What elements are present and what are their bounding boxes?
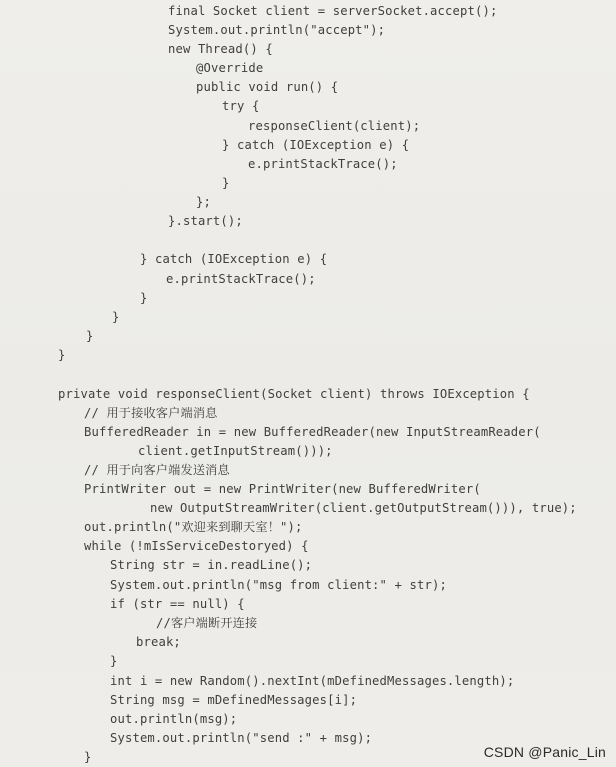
code-line: break; — [136, 635, 181, 649]
code-line: System.out.println("msg from client:" + str); — [110, 578, 447, 592]
code-line: } — [110, 654, 118, 668]
code-line: } — [58, 348, 66, 362]
code-line: } catch (IOException e) { — [140, 252, 328, 266]
code-line: String str = in.readLine(); — [110, 558, 313, 572]
code-line: System.out.println("send :" + msg); — [110, 731, 373, 745]
code-line: try { — [222, 99, 260, 113]
code-comment: //客户端断开连接 — [156, 616, 258, 630]
code-line: } — [84, 750, 92, 764]
code-line: @Override — [196, 61, 264, 75]
code-line: client.getInputStream())); — [138, 444, 333, 458]
code-line: } — [140, 291, 148, 305]
code-line: new Thread() { — [168, 42, 273, 56]
code-comment: // 用于接收客户端消息 — [84, 406, 218, 420]
code-line: private void responseClient(Socket client) throws IOException { — [58, 387, 530, 401]
code-line: e.printStackTrace(); — [248, 157, 398, 171]
code-line: public void run() { — [196, 80, 339, 94]
code-line: } — [86, 329, 94, 343]
code-line: BufferedReader in = new BufferedReader(new InputStreamReader( — [84, 425, 541, 439]
code-line: }; — [196, 195, 211, 209]
code-line: PrintWriter out = new PrintWriter(new BufferedWriter( — [84, 482, 481, 496]
code-line: final Socket client = serverSocket.accept(); — [168, 4, 498, 18]
code-line: }.start(); — [168, 214, 243, 228]
code-line: while (!mIsServiceDestoryed) { — [84, 539, 309, 553]
code-line: out.println("欢迎来到聊天室！"); — [84, 520, 303, 534]
code-line: if (str == null) { — [110, 597, 245, 611]
code-line: } — [112, 310, 120, 324]
code-line: responseClient(client); — [248, 119, 421, 133]
watermark: CSDN @Panic_Lin — [483, 744, 606, 760]
code-line: } — [222, 176, 230, 190]
code-line: } catch (IOException e) { — [222, 138, 410, 152]
code-line: String msg = mDefinedMessages[i]; — [110, 693, 358, 707]
code-line: System.out.println("accept"); — [168, 23, 386, 37]
code-line: out.println(msg); — [110, 712, 238, 726]
code-line: e.printStackTrace(); — [166, 272, 316, 286]
code-line: int i = new Random().nextInt(mDefinedMessages.length); — [110, 674, 515, 688]
code-line: new OutputStreamWriter(client.getOutputStream())), true); — [150, 501, 577, 515]
code-comment: // 用于向客户端发送消息 — [84, 463, 230, 477]
